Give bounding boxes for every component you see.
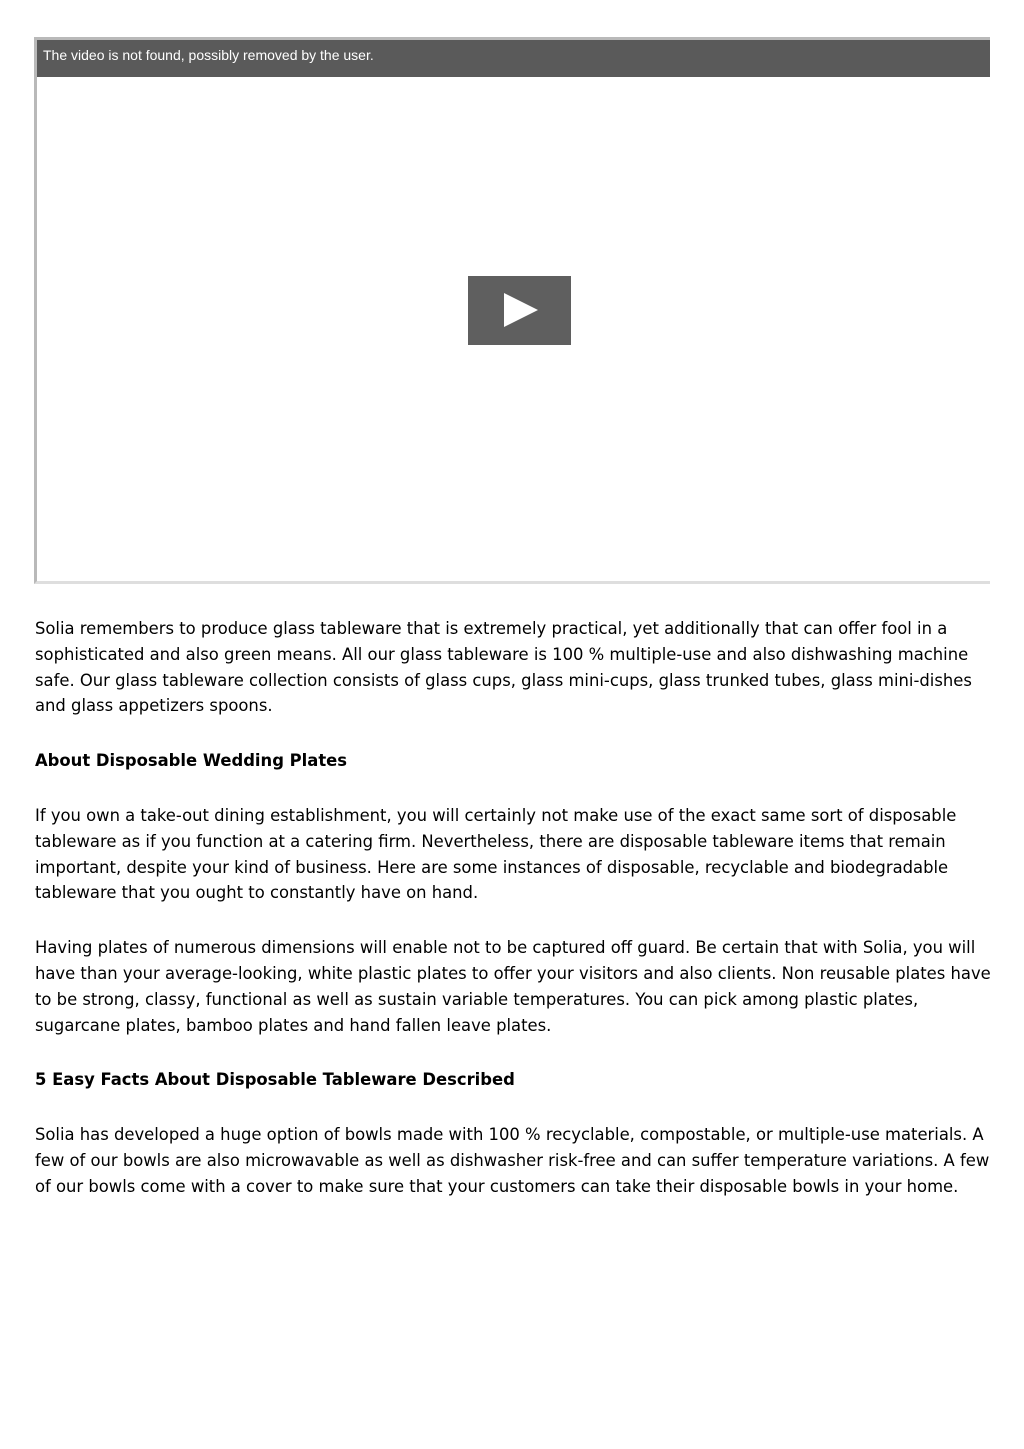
heading-easy-facts: 5 Easy Facts About Disposable Tableware Described — [35, 1070, 515, 1090]
play-icon — [504, 293, 538, 327]
play-button[interactable] — [468, 276, 571, 345]
paragraph-plates: Having plates of numerous dimensions will enable not to be captured off guard. Be certain that with Solia, you will have than your average-looking, white plastic plates to offer your visitors and also clients. Non reusable plates have to be strong, classy, functional as well as sustain variable temperatures. You can pick among plastic plates, sugarcane plates, bamboo plates and hand fallen leave plates. — [35, 938, 991, 1035]
paragraph-bowls: Solia has developed a huge option of bowls made with 100 % recyclable, compostable, or multiple-use materials. A few of our bowls are also microwavable as well as dishwasher risk-free and can suffer temperature variations. A few of our bowls come with a cover to make sure that your customers can take their disposable bowls in your home. — [35, 1125, 990, 1196]
video-error-message: The video is not found, possibly removed by the user. — [43, 47, 374, 63]
paragraph-take-out: If you own a take-out dining establishment, you will certainly not make use of the exact same sort of disposable tableware as if you function at a catering firm. Nevertheless, there are disposable tableware items that remain important, despite your kind of business. Here are some instances of disposable, recyclable and biodegradable tableware that you ought to constantly have on hand. — [35, 805, 957, 903]
video-embed[interactable] — [34, 37, 990, 584]
video-error-bar — [37, 40, 990, 77]
paragraph-glass-tableware: Solia remembers to produce glass tableware that is extremely practical, yet additionally that can offer fool in a sophisticated and also green means. All our glass tableware is 100 % multiple-use and also dishwashing machine safe. Our glass tableware collection consists of glass cups, glass mini-cups, glass trunked tubes, glass mini-dishes and glass appetizers spoons. — [35, 619, 972, 716]
heading-disposable-wedding-plates: About Disposable Wedding Plates — [35, 751, 348, 771]
article-body — [35, 616, 993, 1229]
